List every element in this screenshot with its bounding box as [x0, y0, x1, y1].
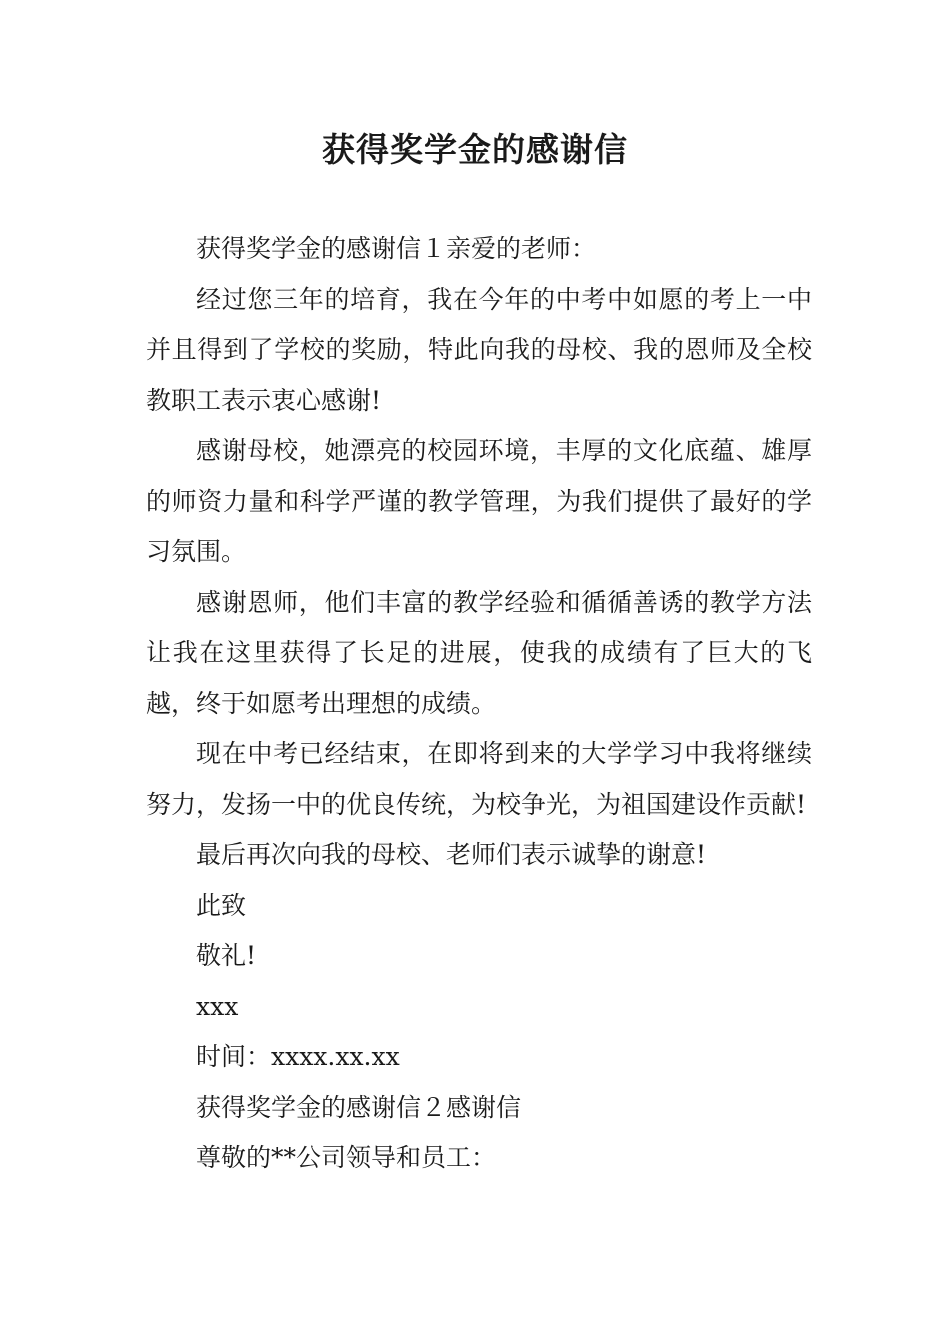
- paragraph-thanks-school: 感谢母校，她漂亮的校园环境，丰厚的文化底蕴、雄厚的师资力量和科学严谨的教学管理，为我们提供了最好的学习氛围。: [146, 436, 812, 566]
- paragraph-thanks-teachers: 感谢恩师，他们丰富的教学经验和循循善诱的教学方法让我在这里获得了长足的进展，使我的成绩有了巨大的飞越，终于如愿考出理想的成绩。: [146, 587, 812, 718]
- salutation-cizhi: 此致: [196, 890, 247, 920]
- paragraph-future: 现在中考已经结束，在即将到来的大学学习中我将继续努力，发扬一中的优良传统，为校争光，为祖国建设作贡献!: [146, 739, 812, 819]
- salutation-jingli: 敬礼!: [196, 941, 257, 970]
- letter-2-greeting: 尊敬的**公司领导和员工：: [196, 1143, 497, 1172]
- document-body: [146, 224, 812, 1184]
- paragraph-greeting: 获得奖学金的感谢信１亲爱的老师：: [196, 234, 597, 263]
- signature-name: xxx: [196, 991, 239, 1021]
- signature-date: 时间：xxxx.xx.xx: [196, 1042, 400, 1071]
- paragraph-intro: 经过您三年的培育，我在今年的中考中如愿的考上一中并且得到了学校的奖励，特此向我的母校、我的恩师及全校教职工表示衷心感谢!: [146, 284, 812, 415]
- letter-2-heading: 获得奖学金的感谢信２感谢信: [196, 1092, 522, 1122]
- paragraph-closing: 最后再次向我的母校、老师们表示诚挚的谢意!: [196, 840, 707, 869]
- document-title: 获得奖学金的感谢信: [322, 130, 628, 169]
